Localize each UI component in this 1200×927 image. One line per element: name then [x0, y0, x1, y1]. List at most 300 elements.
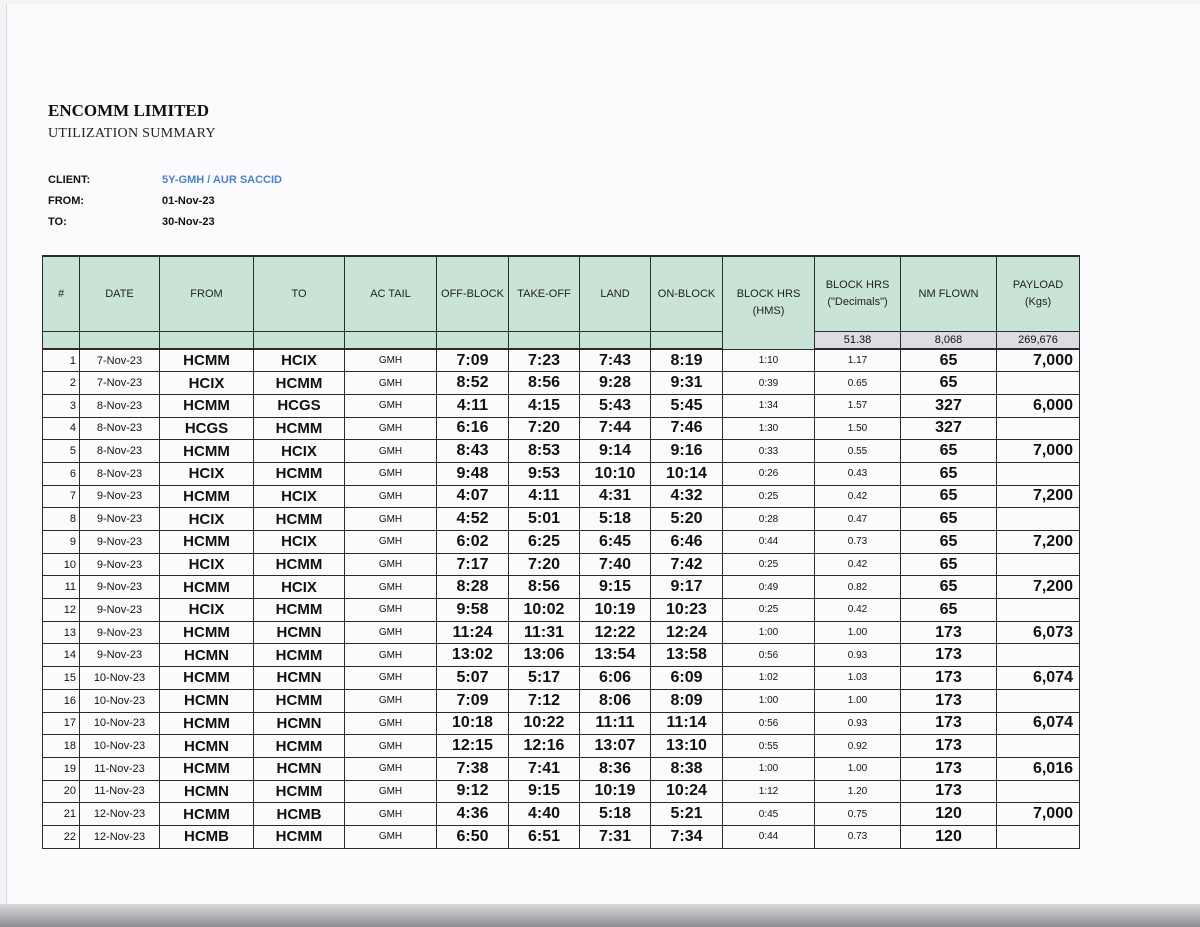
block-decimals-cell: 0.42 [815, 485, 901, 508]
nm-flown-cell: 120 [901, 825, 997, 848]
block-hms-cell: 1:34 [723, 394, 815, 417]
table-row [43, 599, 1080, 622]
block-hms-cell: 0:25 [723, 485, 815, 508]
to-cell: HCMM [254, 417, 345, 440]
block-decimals-cell: 0.73 [815, 825, 901, 848]
column-header-block-hms [723, 256, 815, 349]
block-hms-cell: 1:00 [723, 689, 815, 712]
payload-cell: 6,000 [997, 394, 1080, 417]
ac-tail-cell: GMH [345, 553, 437, 576]
ac-tail-cell: GMH [345, 757, 437, 780]
ac-tail-cell: GMH [345, 644, 437, 667]
total-nm-flown: 8,068 [901, 332, 997, 350]
nm-flown-cell: 327 [901, 394, 997, 417]
table-row [43, 349, 1080, 372]
block-decimals-cell: 1.03 [815, 667, 901, 690]
date-cell: 10-Nov-23 [80, 735, 160, 758]
land-cell: 5:18 [580, 803, 651, 826]
block-decimals-cell: 0.93 [815, 712, 901, 735]
block-decimals-cell: 1.00 [815, 757, 901, 780]
row-number: 11 [43, 576, 80, 599]
nm-flown-cell: 65 [901, 599, 997, 622]
ac-tail-cell: GMH [345, 621, 437, 644]
take-off-cell: 4:15 [509, 394, 580, 417]
off-block-cell: 4:11 [437, 394, 509, 417]
land-cell: 10:19 [580, 599, 651, 622]
to-cell: HCMM [254, 735, 345, 758]
nm-flown-cell: 120 [901, 803, 997, 826]
date-cell: 9-Nov-23 [80, 508, 160, 531]
block-hms-cell: 0:55 [723, 735, 815, 758]
ac-tail-cell: GMH [345, 780, 437, 803]
on-block-cell: 13:58 [651, 644, 723, 667]
payload-cell: 6,073 [997, 621, 1080, 644]
to-cell: HCMM [254, 508, 345, 531]
date-cell: 8-Nov-23 [80, 417, 160, 440]
land-cell: 9:14 [580, 440, 651, 463]
table-row [43, 735, 1080, 758]
table-body [43, 349, 1080, 848]
from-cell: HCMN [160, 735, 254, 758]
on-block-cell: 4:32 [651, 485, 723, 508]
to-cell: HCMM [254, 599, 345, 622]
from-cell: HCIX [160, 372, 254, 395]
block-decimals-cell: 0.75 [815, 803, 901, 826]
block-hms-cell: 1:00 [723, 621, 815, 644]
ac-tail-cell: GMH [345, 712, 437, 735]
column-header: NM FLOWN [901, 256, 997, 332]
ac-tail-cell: GMH [345, 735, 437, 758]
to-cell: HCMN [254, 621, 345, 644]
to-cell: HCIX [254, 485, 345, 508]
take-off-cell: 7:20 [509, 417, 580, 440]
from-cell: HCMM [160, 803, 254, 826]
column-header: LAND [580, 256, 651, 332]
nm-flown-cell: 327 [901, 417, 997, 440]
date-cell: 7-Nov-23 [80, 372, 160, 395]
off-block-cell: 11:24 [437, 621, 509, 644]
header-line: BLOCK HRS [736, 287, 801, 300]
table-row [43, 531, 1080, 554]
ac-tail-cell: GMH [345, 394, 437, 417]
land-cell: 12:22 [580, 621, 651, 644]
from-cell: HCMM [160, 576, 254, 599]
on-block-cell: 5:45 [651, 394, 723, 417]
block-hms-cell: 1:12 [723, 780, 815, 803]
nm-flown-cell: 65 [901, 553, 997, 576]
to-cell: HCMN [254, 757, 345, 780]
off-block-cell: 8:28 [437, 576, 509, 599]
nm-flown-cell: 173 [901, 780, 997, 803]
take-off-cell: 5:17 [509, 667, 580, 690]
nm-flown-cell: 65 [901, 531, 997, 554]
payload-cell [997, 372, 1080, 395]
payload-cell [997, 780, 1080, 803]
take-off-cell: 7:12 [509, 689, 580, 712]
column-header: DATE [80, 256, 160, 332]
take-off-cell: 6:51 [509, 825, 580, 848]
block-decimals-cell: 1.17 [815, 349, 901, 372]
take-off-cell: 7:41 [509, 757, 580, 780]
table-row [43, 644, 1080, 667]
row-number: 21 [43, 803, 80, 826]
table-row [43, 621, 1080, 644]
block-decimals-cell: 1.00 [815, 689, 901, 712]
nm-flown-cell: 65 [901, 440, 997, 463]
to-cell: HCIX [254, 576, 345, 599]
from-cell: HCIX [160, 508, 254, 531]
block-decimals-cell: 0.47 [815, 508, 901, 531]
from-cell: HCMN [160, 644, 254, 667]
table-row [43, 417, 1080, 440]
client-label: CLIENT: [48, 174, 91, 186]
block-decimals-cell: 0.65 [815, 372, 901, 395]
ac-tail-cell: GMH [345, 462, 437, 485]
date-cell: 11-Nov-23 [80, 780, 160, 803]
payload-cell [997, 644, 1080, 667]
from-cell: HCMN [160, 689, 254, 712]
block-decimals-cell: 0.42 [815, 599, 901, 622]
take-off-cell: 10:02 [509, 599, 580, 622]
header-spacer [43, 332, 80, 350]
ac-tail-cell: GMH [345, 440, 437, 463]
total-block-decimals: 51.38 [815, 332, 901, 350]
table-row [43, 667, 1080, 690]
land-cell: 5:18 [580, 508, 651, 531]
ac-tail-cell: GMH [345, 576, 437, 599]
take-off-cell: 4:11 [509, 485, 580, 508]
block-decimals-cell: 0.73 [815, 531, 901, 554]
row-number: 8 [43, 508, 80, 531]
payload-cell [997, 735, 1080, 758]
on-block-cell: 13:10 [651, 735, 723, 758]
from-cell: HCMM [160, 757, 254, 780]
to-cell: HCMM [254, 780, 345, 803]
land-cell: 8:36 [580, 757, 651, 780]
land-cell: 10:19 [580, 780, 651, 803]
date-cell: 8-Nov-23 [80, 440, 160, 463]
row-number: 5 [43, 440, 80, 463]
row-number: 7 [43, 485, 80, 508]
from-cell: HCMM [160, 712, 254, 735]
table-row [43, 508, 1080, 531]
land-cell: 9:15 [580, 576, 651, 599]
off-block-cell: 7:17 [437, 553, 509, 576]
off-block-cell: 8:43 [437, 440, 509, 463]
from-cell: HCMB [160, 825, 254, 848]
to-cell: HCGS [254, 394, 345, 417]
off-block-cell: 10:18 [437, 712, 509, 735]
land-cell: 7:31 [580, 825, 651, 848]
to-label: TO: [48, 216, 67, 228]
row-number: 4 [43, 417, 80, 440]
on-block-cell: 7:46 [651, 417, 723, 440]
off-block-cell: 4:52 [437, 508, 509, 531]
ac-tail-cell: GMH [345, 825, 437, 848]
to-cell: HCMM [254, 825, 345, 848]
block-decimals-cell: 0.93 [815, 644, 901, 667]
date-cell: 9-Nov-23 [80, 644, 160, 667]
company-name: ENCOMM LIMITED [48, 101, 210, 120]
date-cell: 10-Nov-23 [80, 667, 160, 690]
date-cell: 11-Nov-23 [80, 757, 160, 780]
table-row [43, 803, 1080, 826]
payload-cell: 7,000 [997, 803, 1080, 826]
block-hms-cell: 0:49 [723, 576, 815, 599]
nm-flown-cell: 173 [901, 689, 997, 712]
block-decimals-cell: 0.43 [815, 462, 901, 485]
table-row [43, 712, 1080, 735]
ac-tail-cell: GMH [345, 417, 437, 440]
take-off-cell: 4:40 [509, 803, 580, 826]
block-hms-cell: 0:44 [723, 825, 815, 848]
row-number: 15 [43, 667, 80, 690]
off-block-cell: 8:52 [437, 372, 509, 395]
to-cell: HCMN [254, 667, 345, 690]
from-cell: HCMM [160, 349, 254, 372]
to-cell: HCMM [254, 372, 345, 395]
header-spacer [509, 332, 580, 350]
block-decimals-cell: 0.55 [815, 440, 901, 463]
block-hms-cell: 1:02 [723, 667, 815, 690]
take-off-cell: 9:53 [509, 462, 580, 485]
row-number: 1 [43, 349, 80, 372]
take-off-cell: 6:25 [509, 531, 580, 554]
column-header-payload [997, 256, 1080, 332]
report-subtitle: UTILIZATION SUMMARY [48, 126, 216, 141]
date-cell: 9-Nov-23 [80, 621, 160, 644]
header-spacer [160, 332, 254, 350]
on-block-cell: 8:19 [651, 349, 723, 372]
table-row [43, 825, 1080, 848]
on-block-cell: 7:34 [651, 825, 723, 848]
from-cell: HCIX [160, 553, 254, 576]
block-hms-cell: 1:30 [723, 417, 815, 440]
block-decimals-cell: 0.42 [815, 553, 901, 576]
header-spacer [580, 332, 651, 350]
block-hms-cell: 0:45 [723, 803, 815, 826]
totals-row [43, 332, 1080, 350]
nm-flown-cell: 173 [901, 644, 997, 667]
from-cell: HCIX [160, 599, 254, 622]
nm-flown-cell: 65 [901, 485, 997, 508]
off-block-cell: 9:58 [437, 599, 509, 622]
block-hms-cell: 0:28 [723, 508, 815, 531]
take-off-cell: 10:22 [509, 712, 580, 735]
date-cell: 10-Nov-23 [80, 712, 160, 735]
land-cell: 4:31 [580, 485, 651, 508]
header-spacer [437, 332, 509, 350]
to-cell: HCIX [254, 440, 345, 463]
header-line: BLOCK HRS [825, 279, 890, 291]
table-row [43, 757, 1080, 780]
to-value: 30-Nov-23 [162, 216, 215, 228]
nm-flown-cell: 65 [901, 349, 997, 372]
ac-tail-cell: GMH [345, 599, 437, 622]
header-line: PAYLOAD [1012, 279, 1064, 291]
payload-cell: 7,000 [997, 440, 1080, 463]
land-cell: 6:45 [580, 531, 651, 554]
row-number: 6 [43, 462, 80, 485]
off-block-cell: 7:09 [437, 349, 509, 372]
row-number: 13 [43, 621, 80, 644]
nm-flown-cell: 65 [901, 576, 997, 599]
nm-flown-cell: 173 [901, 667, 997, 690]
from-cell: HCMM [160, 440, 254, 463]
nm-flown-cell: 173 [901, 757, 997, 780]
take-off-cell: 9:15 [509, 780, 580, 803]
block-hms-cell: 1:10 [723, 349, 815, 372]
row-number: 22 [43, 825, 80, 848]
date-cell: 8-Nov-23 [80, 394, 160, 417]
block-decimals-cell: 0.82 [815, 576, 901, 599]
table-row [43, 780, 1080, 803]
ac-tail-cell: GMH [345, 803, 437, 826]
payload-cell [997, 599, 1080, 622]
payload-cell: 7,200 [997, 531, 1080, 554]
column-header: # [43, 256, 80, 332]
land-cell: 10:10 [580, 462, 651, 485]
row-number: 14 [43, 644, 80, 667]
from-cell: HCGS [160, 417, 254, 440]
block-hms-cell: 0:26 [723, 462, 815, 485]
date-cell: 12-Nov-23 [80, 803, 160, 826]
table-row [43, 372, 1080, 395]
to-cell: HCMM [254, 689, 345, 712]
take-off-cell: 12:16 [509, 735, 580, 758]
date-cell: 9-Nov-23 [80, 531, 160, 554]
table-row [43, 394, 1080, 417]
on-block-cell: 10:23 [651, 599, 723, 622]
land-cell: 8:06 [580, 689, 651, 712]
row-number: 16 [43, 689, 80, 712]
block-decimals-cell: 1.00 [815, 621, 901, 644]
payload-cell [997, 462, 1080, 485]
block-hms-cell: 0:44 [723, 531, 815, 554]
land-cell: 7:44 [580, 417, 651, 440]
column-header: ON-BLOCK [651, 256, 723, 332]
take-off-cell: 5:01 [509, 508, 580, 531]
row-number: 3 [43, 394, 80, 417]
from-cell: HCIX [160, 462, 254, 485]
payload-cell: 7,200 [997, 576, 1080, 599]
block-decimals-cell: 1.57 [815, 394, 901, 417]
block-hms-cell: 0:25 [723, 599, 815, 622]
header-spacer [345, 332, 437, 350]
payload-cell [997, 553, 1080, 576]
to-cell: HCMM [254, 462, 345, 485]
block-hms-cell: 1:00 [723, 757, 815, 780]
payload-cell [997, 689, 1080, 712]
nm-flown-cell: 173 [901, 621, 997, 644]
off-block-cell: 7:09 [437, 689, 509, 712]
land-cell: 13:54 [580, 644, 651, 667]
take-off-cell: 11:31 [509, 621, 580, 644]
block-hms-cell: 0:56 [723, 712, 815, 735]
from-cell: HCMM [160, 394, 254, 417]
block-decimals-cell: 1.50 [815, 417, 901, 440]
on-block-cell: 6:09 [651, 667, 723, 690]
nm-flown-cell: 65 [901, 508, 997, 531]
payload-cell: 6,074 [997, 667, 1080, 690]
land-cell: 6:06 [580, 667, 651, 690]
column-header: OFF-BLOCK [437, 256, 509, 332]
utilization-table [42, 255, 1080, 849]
table-row [43, 440, 1080, 463]
header-line: (HMS) [752, 304, 785, 317]
column-header: TAKE-OFF [509, 256, 580, 332]
take-off-cell: 8:56 [509, 576, 580, 599]
table-header-row [43, 256, 1080, 332]
ac-tail-cell: GMH [345, 372, 437, 395]
on-block-cell: 8:38 [651, 757, 723, 780]
column-header: FROM [160, 256, 254, 332]
from-label: FROM: [48, 195, 85, 207]
row-number: 20 [43, 780, 80, 803]
column-header: AC TAIL [345, 256, 437, 332]
column-header-block-decimals [815, 256, 901, 332]
ac-tail-cell: GMH [345, 689, 437, 712]
off-block-cell: 9:12 [437, 780, 509, 803]
land-cell: 9:28 [580, 372, 651, 395]
on-block-cell: 9:16 [651, 440, 723, 463]
header-line: (Kgs) [1024, 296, 1052, 308]
nm-flown-cell: 65 [901, 462, 997, 485]
to-cell: HCIX [254, 531, 345, 554]
ac-tail-cell: GMH [345, 508, 437, 531]
off-block-cell: 7:38 [437, 757, 509, 780]
off-block-cell: 13:02 [437, 644, 509, 667]
date-cell: 9-Nov-23 [80, 485, 160, 508]
table-row [43, 576, 1080, 599]
table-row [43, 485, 1080, 508]
on-block-cell: 5:20 [651, 508, 723, 531]
land-cell: 13:07 [580, 735, 651, 758]
payload-cell: 7,200 [997, 485, 1080, 508]
land-cell: 5:43 [580, 394, 651, 417]
to-cell: HCMB [254, 803, 345, 826]
on-block-cell: 11:14 [651, 712, 723, 735]
take-off-cell: 8:53 [509, 440, 580, 463]
nm-flown-cell: 173 [901, 735, 997, 758]
to-cell: HCIX [254, 349, 345, 372]
take-off-cell: 7:23 [509, 349, 580, 372]
block-hms-cell: 0:39 [723, 372, 815, 395]
scanner-edge [0, 904, 1200, 927]
payload-cell: 7,000 [997, 349, 1080, 372]
from-cell: HCMM [160, 531, 254, 554]
row-number: 2 [43, 372, 80, 395]
on-block-cell: 7:42 [651, 553, 723, 576]
header-line: ("Decimals") [827, 296, 888, 308]
table-row [43, 553, 1080, 576]
header-spacer [80, 332, 160, 350]
on-block-cell: 6:46 [651, 531, 723, 554]
ac-tail-cell: GMH [345, 667, 437, 690]
row-number: 18 [43, 735, 80, 758]
on-block-cell: 8:09 [651, 689, 723, 712]
off-block-cell: 4:36 [437, 803, 509, 826]
off-block-cell: 9:48 [437, 462, 509, 485]
ac-tail-cell: GMH [345, 531, 437, 554]
on-block-cell: 10:14 [651, 462, 723, 485]
row-number: 17 [43, 712, 80, 735]
header-spacer [254, 332, 345, 350]
land-cell: 11:11 [580, 712, 651, 735]
block-hms-cell: 0:25 [723, 553, 815, 576]
payload-cell [997, 508, 1080, 531]
from-cell: HCMM [160, 621, 254, 644]
